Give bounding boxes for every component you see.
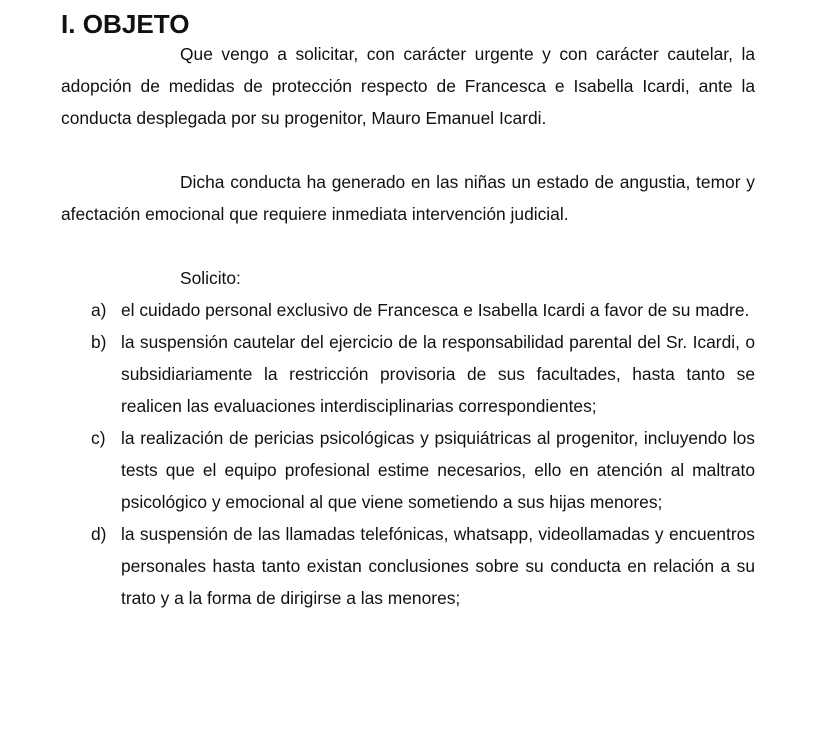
list-marker: a) [91,300,107,320]
list-item [61,326,755,422]
paragraph-object: Que vengo a solicitar, con carácter urgente y con carácter cautelar, la adopción de medidas de protección respecto de Francesca e Isabella Icardi, ante la conducta desplegada por su progenitor, Mauro Emanuel Icardi. [61,44,755,128]
paragraph-spacer [61,230,755,262]
list-item-text: la suspensión de las llamadas telefónicas, whatsapp, videollamadas y encuentros personales hasta tanto existan conclusiones sobre su conducta en relación a su trato y a la forma de dirigirse a las menores; [121,524,755,608]
section-heading: I. OBJETO [61,9,190,39]
list-marker: d) [91,524,107,544]
list-item [61,518,755,614]
document-page [61,10,755,614]
list-item-text: la realización de pericias psicológicas y psiquiátricas al progenitor, incluyendo los tests que el equipo profesional estime necesarios, ello en atención al maltrato psicológico y emocional al que viene sometiendo a sus hijas menores; [121,428,755,512]
list-item [61,422,755,518]
paragraph-conduct: Dicha conducta ha generado en las niñas un estado de angustia, temor y afectación emocional que requiere inmediata intervención judicial. [61,172,755,224]
paragraph-spacer [61,134,755,166]
list-marker: c) [91,428,106,448]
request-list [61,294,755,614]
list-item-text: la suspensión cautelar del ejercicio de la responsabilidad parental del Sr. Icardi, o subsidiariamente la restricción provisoria de sus facultades, hasta tanto se realicen las evaluaciones interdisciplinarias correspondientes; [121,332,755,416]
list-item-text: el cuidado personal exclusivo de Francesca e Isabella Icardi a favor de su madre. [121,300,750,320]
paragraph-request-intro: Solicito: [180,268,241,288]
list-item [61,294,755,326]
list-marker: b) [91,332,107,352]
